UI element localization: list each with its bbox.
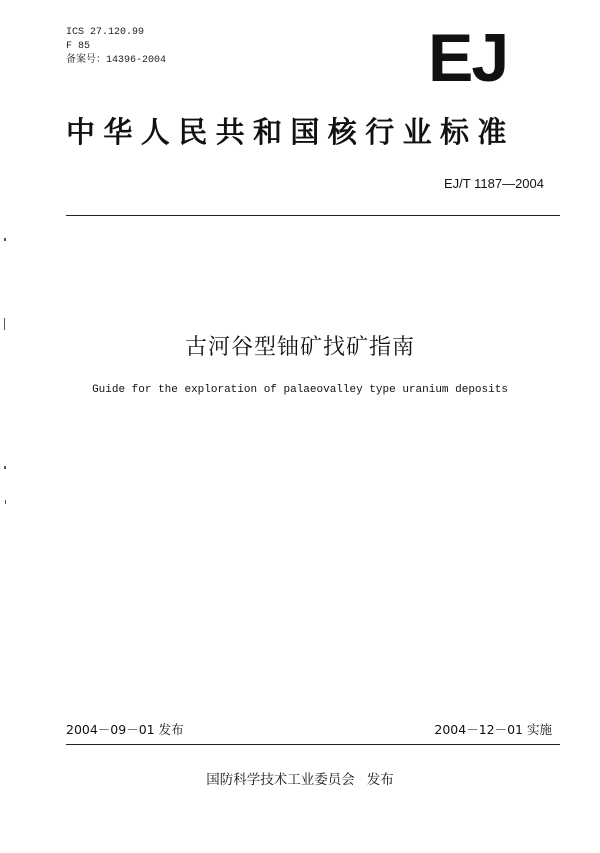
document-title-chinese: 古河谷型铀矿找矿指南	[184, 335, 415, 360]
ics-code: ICS 27.120.99	[66, 27, 145, 38]
ej-logo: EJ	[428, 20, 508, 96]
filing-number: 备案号：14396-2004	[66, 55, 167, 66]
bottom-divider	[66, 744, 560, 745]
issuer-line	[0, 768, 600, 788]
document-title-english: Guide for the exploration of palaeovalley type uranium deposits	[92, 384, 508, 396]
scan-speck	[4, 318, 5, 330]
implementation-date: 2004－12－01 实施	[434, 722, 552, 737]
classification-code: F 85	[66, 41, 91, 52]
issue-date: 2004－09－01 发布	[66, 722, 184, 737]
issuer-action: 发布	[366, 772, 394, 788]
scan-speck	[5, 500, 6, 504]
header-metadata	[66, 26, 166, 68]
standard-number: EJ/T 1187—2004	[444, 176, 544, 191]
scan-speck	[4, 466, 6, 469]
top-divider	[66, 215, 560, 216]
issuer-name: 国防科学技术工业委员会	[206, 772, 355, 788]
scan-speck	[4, 238, 6, 241]
standard-category-title: 中华人民共和国核行业标准	[66, 115, 515, 149]
